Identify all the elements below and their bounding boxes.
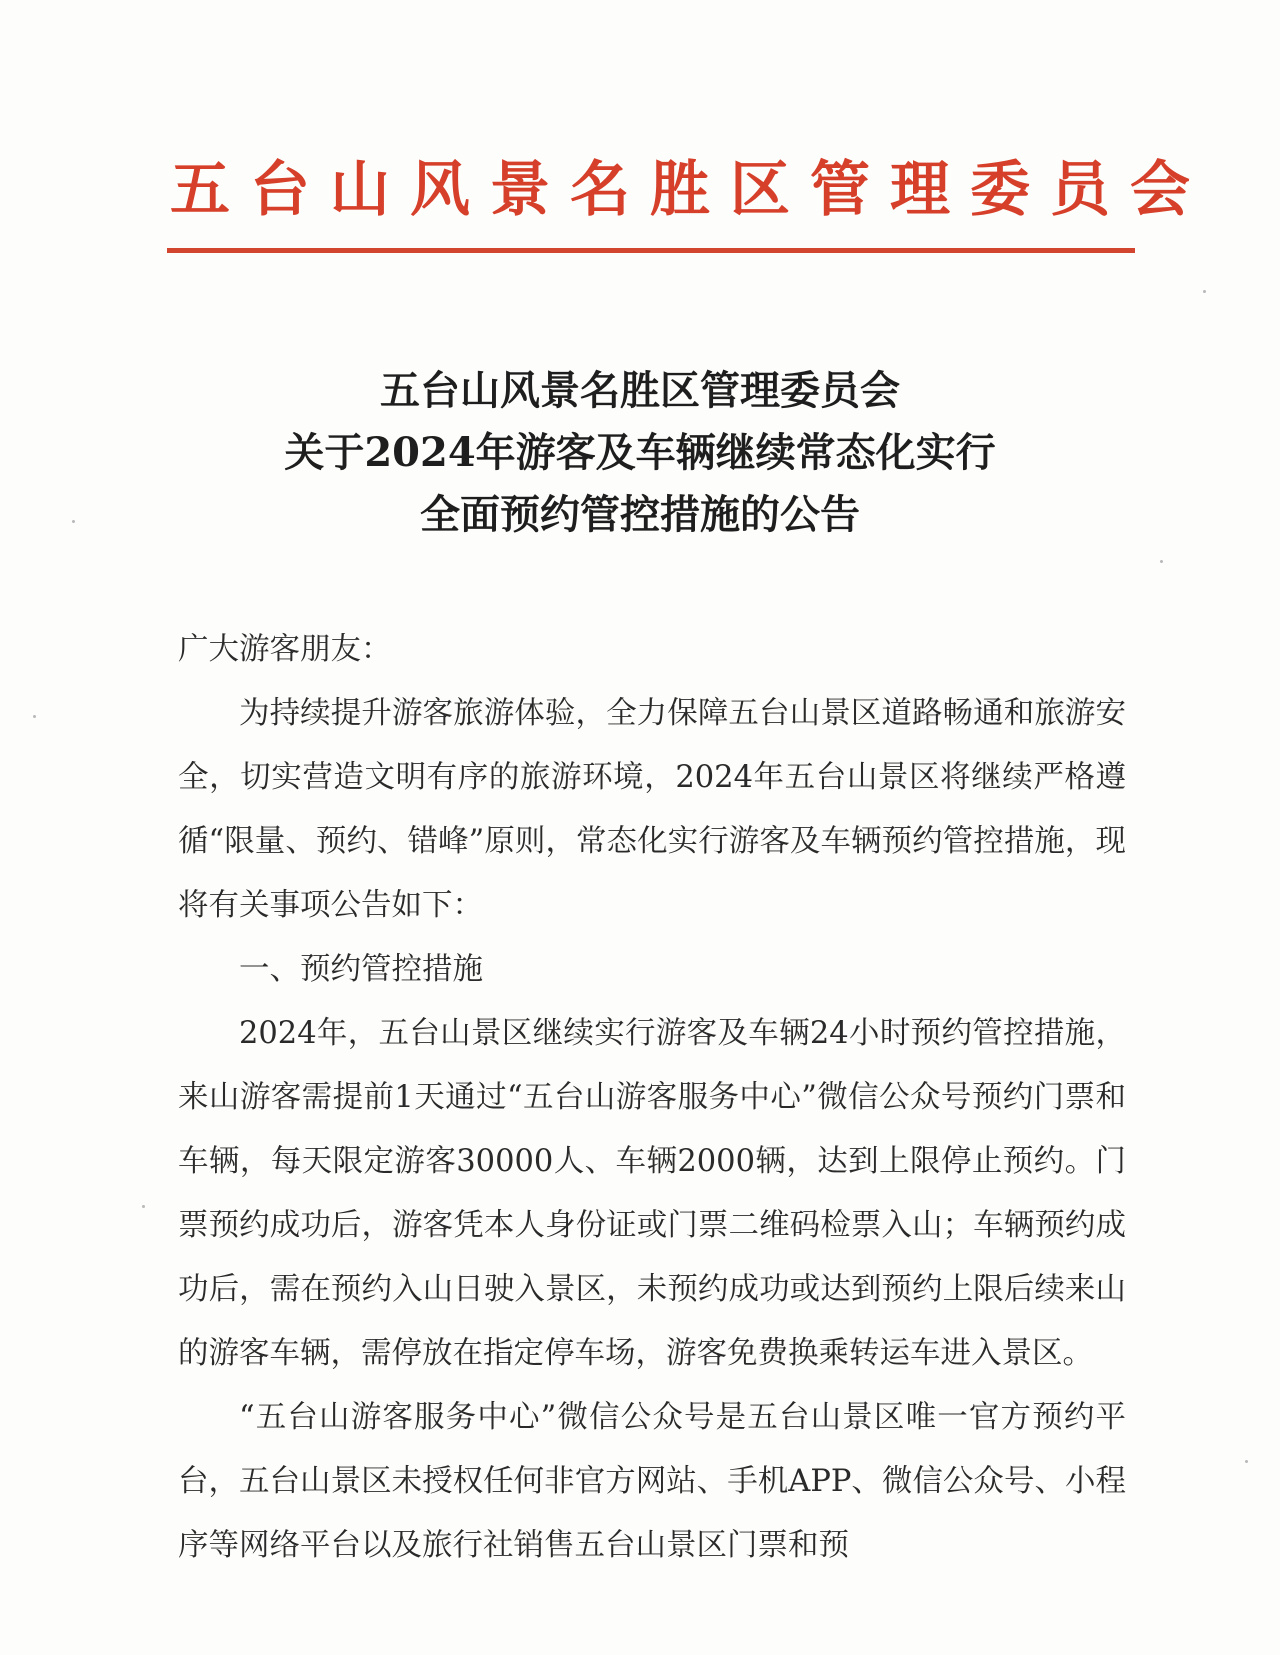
section-paragraph: 2024年，五台山景区继续实行游客及车辆24小时预约管控措施，来山游客需提前1天通过“五台山游客服务中心”微信公众号预约门票和车辆，每天限定游客30000人、车辆2000辆，达到上限停止预约。门票预约成功后，游客凭本人身份证或门票二维码检票入山；车辆预约成功后，需在预约入山日驶入景区，未预约成功或达到预约上限后续来山的游客车辆，需停放在指定停车场，游客免费换乘转运车进入景区。 xyxy=(178,1016,1126,1371)
scan-speck xyxy=(142,1205,145,1208)
notice-title-line-1: 五台山风景名胜区管理委员会 xyxy=(380,367,900,414)
section-paragraph: “五台山游客服务中心”微信公众号是五台山景区唯一官方预约平台，五台山景区未授权任何非官方网站、手机APP、微信公众号、小程序等网络平台以及旅行社销售五台山景区门票和预 xyxy=(178,1400,1126,1563)
intro-paragraph: 为持续提升游客旅游体验，全力保障五台山景区道路畅通和旅游安全，切实营造文明有序的旅游环境，2024年五台山景区将继续严格遵循“限量、预约、错峰”原则，常态化实行游客及车辆预约管控措施，现将有关事项公告如下： xyxy=(178,696,1126,923)
salutation: 广大游客朋友： xyxy=(178,632,392,667)
notice-title-line-2: 关于2024年游客及车辆继续常态化实行 xyxy=(284,429,996,476)
section-heading: 一、预约管控措施 xyxy=(239,952,483,987)
scan-speck xyxy=(72,520,75,523)
scan-speck xyxy=(1245,1460,1248,1463)
letterhead-divider xyxy=(167,248,1135,253)
scan-speck xyxy=(1203,290,1206,293)
letterhead-title: 五台山风景名胜区管理委员会 xyxy=(170,155,1210,225)
notice-title xyxy=(170,360,1110,546)
notice-body xyxy=(178,618,1126,1578)
notice-title-line-3: 全面预约管控措施的公告 xyxy=(420,491,860,538)
scan-speck xyxy=(1160,560,1163,563)
scan-speck xyxy=(33,715,36,718)
